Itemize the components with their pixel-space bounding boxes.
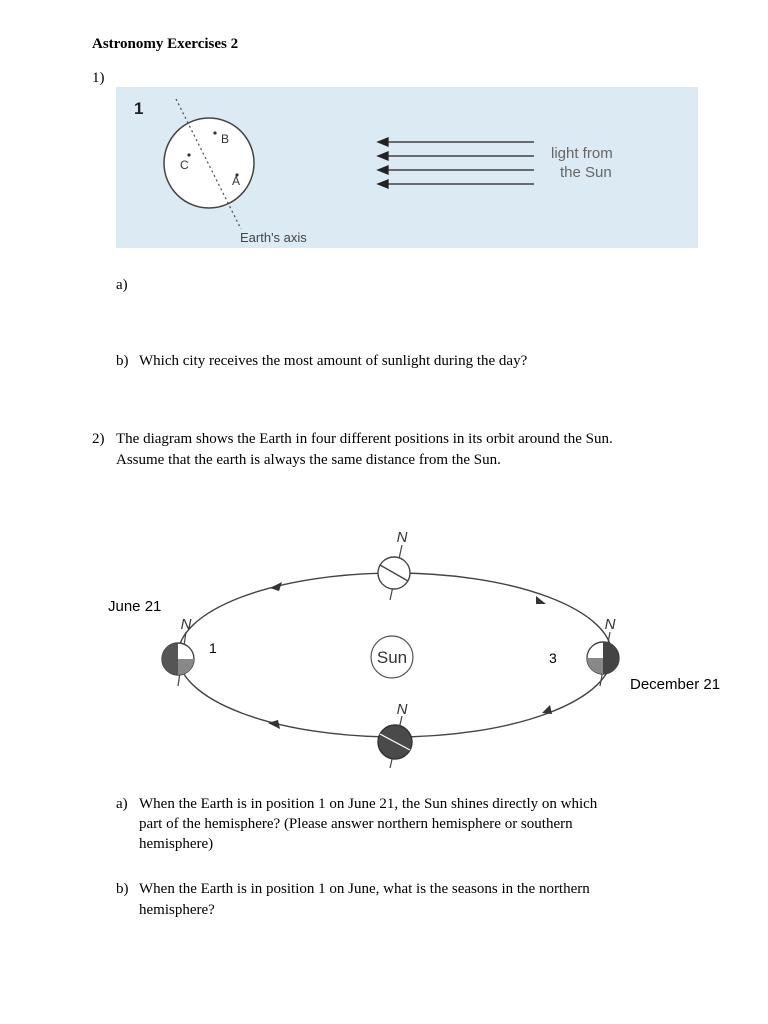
question-1b-label: b) <box>116 353 129 369</box>
june-21-label: June 21 <box>108 598 162 615</box>
light-label-line1: light from <box>551 145 613 162</box>
question-2-number: 2) <box>92 431 105 447</box>
question-2a-label: a) <box>116 796 128 812</box>
earth-axis-label: Earth's axis <box>240 230 307 245</box>
figure-earth-axis <box>116 87 698 248</box>
question-2a-line2: part of the hemisphere? (Please answer northern hemisphere or southern <box>139 816 573 832</box>
question-2b-line2: hemisphere? <box>139 902 215 918</box>
north-label-right: N <box>604 616 616 633</box>
earth-circle <box>164 118 254 208</box>
sun-light-arrows <box>378 138 534 188</box>
figure-earth-orbit <box>140 500 650 770</box>
question-2a-line1: When the Earth is in position 1 on June 21, the Sun shines directly on which <box>139 796 598 812</box>
point-b-label: B <box>221 132 230 146</box>
north-label-bottom: N <box>396 701 408 718</box>
earth-position-3 <box>587 616 619 686</box>
panel-number: 1 <box>134 99 144 118</box>
point-c-dot <box>187 153 190 156</box>
earth-bottom <box>378 701 412 768</box>
north-label-left: N <box>180 616 192 633</box>
question-2a-line3: hemisphere) <box>139 836 214 852</box>
light-label-line2: the Sun <box>560 164 612 181</box>
earth-position-1 <box>162 616 194 686</box>
document-title: Astronomy Exercises 2 <box>92 36 239 52</box>
question-1a-label: a) <box>116 277 128 293</box>
position-3-label: 3 <box>549 650 557 666</box>
question-2-text-line2: Assume that the earth is always the same distance from the Sun. <box>116 452 501 468</box>
point-b-dot <box>213 131 216 134</box>
earth-orbit-diagram <box>140 500 650 770</box>
question-1-number: 1) <box>92 70 105 86</box>
earth-axis-diagram <box>116 87 698 248</box>
question-2-text-line1: The diagram shows the Earth in four different positions in its orbit around the Sun. <box>116 431 613 447</box>
north-label-top: N <box>396 529 408 546</box>
position-1-label: 1 <box>209 640 217 656</box>
point-c-label: C <box>180 158 189 172</box>
question-2b-label: b) <box>116 881 129 897</box>
question-1b-text: Which city receives the most amount of sunlight during the day? <box>139 353 528 369</box>
question-2b-line1: When the Earth is in position 1 on June, what is the seasons in the northern <box>139 881 590 897</box>
earth-top <box>378 529 410 600</box>
point-a-label: A <box>232 174 241 188</box>
sun-label: Sun <box>376 648 408 667</box>
december-21-label: December 21 <box>630 676 721 693</box>
